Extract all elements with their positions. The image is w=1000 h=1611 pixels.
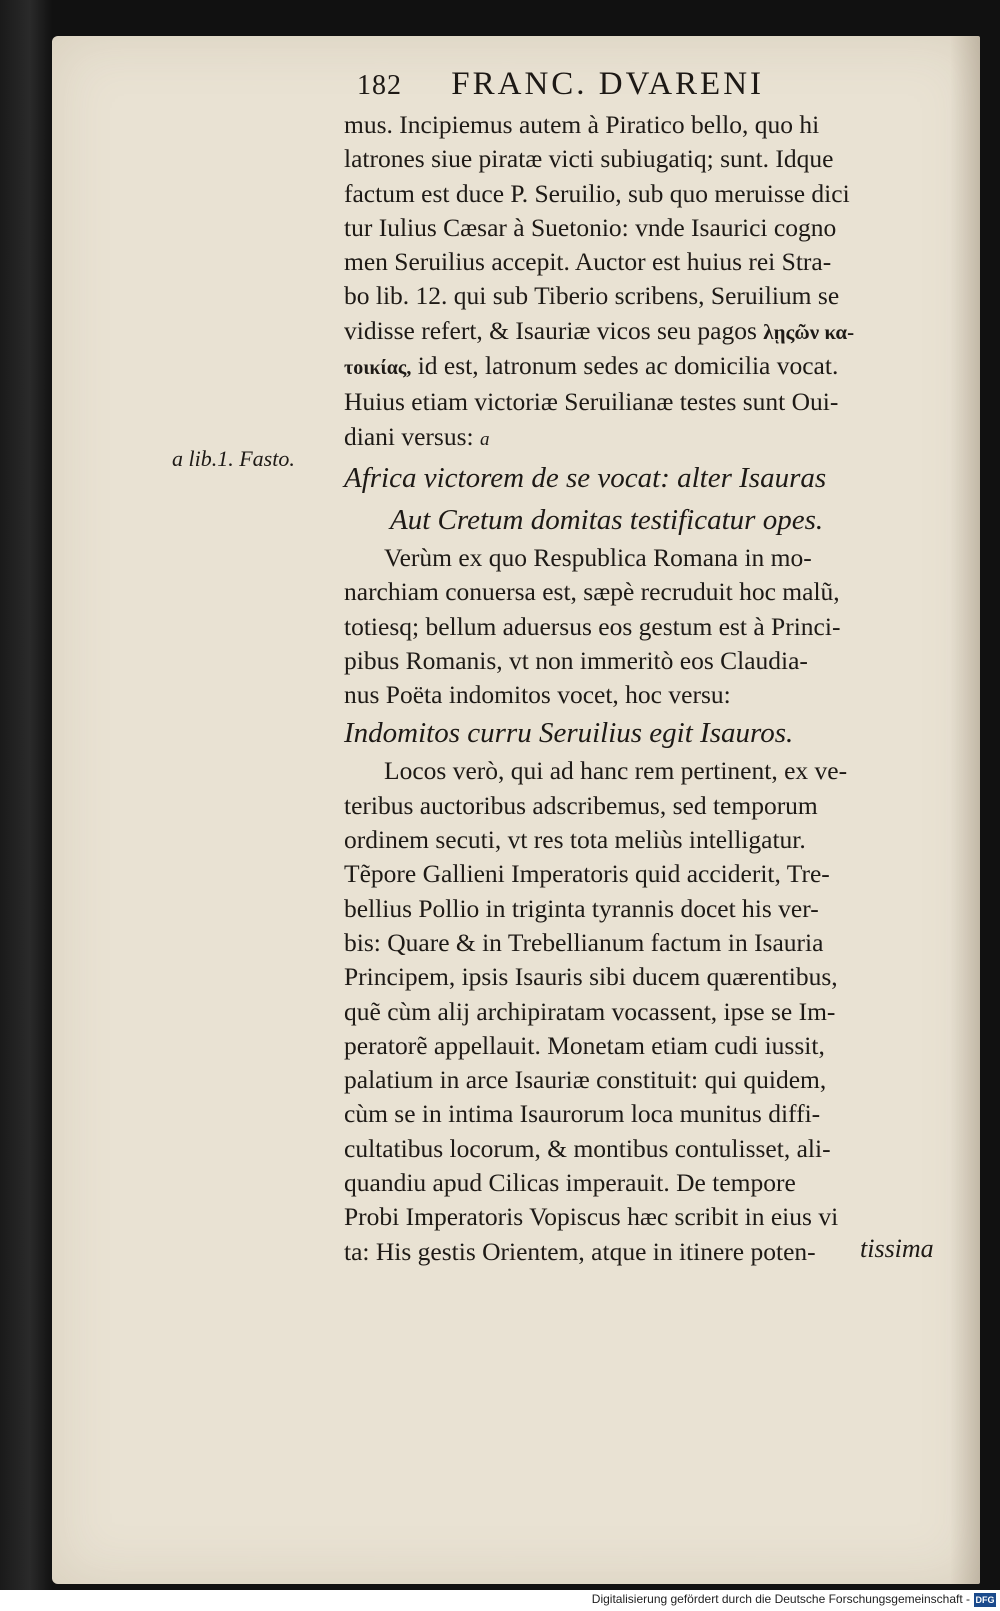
text-line: quandiu apud Cilicas imperauit. De tempore [344,1168,796,1198]
text-line: cùm se in intima Isaurorum loca munitus diffi- [344,1099,821,1129]
text-line: bo lib. 12. qui sub Tiberio scribens, Seruilium se [344,281,840,311]
footnote-mark: a [479,428,490,450]
main-text [344,108,974,1269]
catchword: tissima [860,1234,934,1263]
text-line: peratorẽ appellauit. Monetam etiam cudi iussit, [344,1030,825,1060]
text-fragment: vidisse refert, & Isauriæ vicos seu pagos [344,315,757,345]
text-line: palatium in arce Isauriæ constituit: qui quidem, [344,1065,827,1095]
text-line [344,420,974,457]
text-fragment: id est, latronum sedes ac domicilia vocat. [417,351,839,381]
running-header [357,66,917,103]
text-line: Huius etiam victoriæ Seruilianæ testes sunt Oui- [344,387,839,417]
text-line: tur Iulius Cæsar à Suetonio: vnde Isaurici cogno [344,212,837,242]
text-fragment: diani versus: [344,421,474,451]
text-line: Probi Imperatoris Vopiscus hæc scribit in eius vi [344,1202,839,1232]
text-line: Tẽpore Gallieni Imperatoris quid acciderit, Tre- [344,859,830,889]
greek-word: λῃςῶν κα- [763,319,855,344]
dfg-logo-icon: DFG [975,1595,995,1605]
footer-bar [0,1590,1000,1611]
funding-credit: Digitalisierung gefördert durch die Deutsche Forschungsgemeinschaft - [591,1592,970,1606]
text-line: latrones siue piratæ victi subiugatiq; sunt. Idque [344,144,834,174]
text-line: men Seruilius accepit. Auctor est huius rei Stra- [344,247,832,277]
running-title: FRANC. DVARENI [451,66,765,102]
text-line [344,349,974,385]
page-number: 182 [357,70,402,101]
text-line: bis: Quare & in Trebellianum factum in Isauria [344,927,824,957]
verse-line: Indomitos curru Seruilius egit Isauros. [344,717,794,750]
text-line: pibus Romanis, vt non immeritò eos Claudia- [344,645,808,675]
greek-word: τοικίας, [344,357,412,380]
margin-note: a lib.1. Fasto. [172,446,295,471]
text-line: Verùm ex quo Respublica Romana in mo- [384,542,812,572]
text-line: teribus auctoribus adscribemus, sed temporum [344,790,818,820]
text-line: cultatibus locorum, & montibus contulisset, ali- [344,1133,831,1163]
text-line: mus. Incipiemus autem à Piratico bello, quo hi [344,110,820,139]
text-line: bellius Pollio in triginta tyrannis docet his ver- [344,893,819,923]
text-line: ordinem secuti, vt res tota meliùs intelligatur. [344,825,806,855]
text-line [344,314,974,349]
text-line: narchiam conuersa est, sæpè recruduit hoc malũ, [344,577,840,607]
text-line: Principem, ipsis Isauris sibi ducem quærentibus, [344,962,838,992]
verse-line: Africa victorem de se vocat: alter Isauras [344,461,827,494]
text-line: ta: His gestis Orientem, atque in itinere poten- [344,1236,816,1266]
text-line: nus Poëta indomitos vocet, hoc versu: [344,680,731,710]
text-line: totiesq; bellum aduersus eos gestum est à Princi- [344,611,841,641]
text-line: quẽ cùm alij archipiratam vocassent, ipse se Im- [344,996,836,1026]
text-line: Locos verò, qui ad hanc rem pertinent, ex ve- [384,756,848,786]
book-page [52,36,980,1584]
text-line: factum est duce P. Seruilio, sub quo meruisse dici [344,178,850,208]
verse-line: Aut Cretum domitas testificatur opes. [390,503,824,536]
